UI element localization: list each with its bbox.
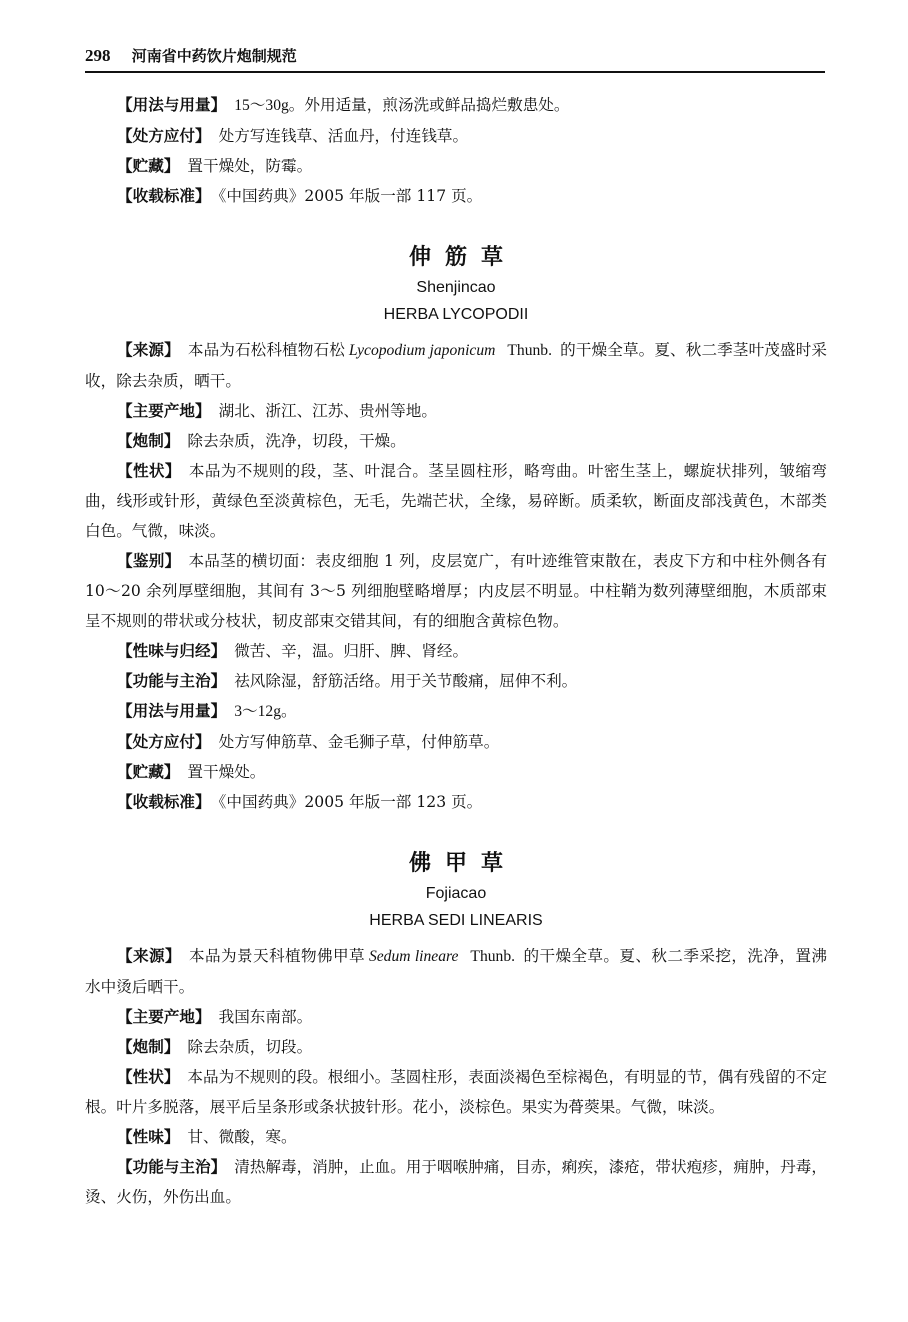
section-text: 本品茎的横切面：表皮细胞 1 列，皮层宽广，有叶迹维管束散在，表皮下方和中柱外侧各有 10～20 余列厚壁细胞，其间有 3～5 列细胞壁略增厚；内皮层不明显。中柱鞘为数列薄壁细胞，木质部束呈不规则的带状或分枝状，韧皮部束交错其间，有的细胞含黄棕色物。 [85, 552, 827, 630]
page-header [85, 45, 825, 73]
source-text-pre: 本品为景天科植物佛甲草 [189, 947, 365, 965]
species-author: Thunb. [507, 342, 553, 359]
species-latin: Lycopodium japonicum [348, 342, 496, 359]
function-paragraph [85, 1152, 827, 1212]
source-text-post: 的干燥全草。夏、秋二季茎叶茂盛时采收，除去杂质，晒干。 [85, 341, 827, 390]
source-paragraph [85, 941, 827, 1002]
section-label: 【 炮制 】 [117, 432, 187, 450]
section-text: 祛风除湿，舒筋活络。用于关节酸痛，屈伸不利。 [234, 672, 578, 690]
prev-standard [85, 181, 827, 211]
section-text: 置干燥处，防霉。 [187, 157, 313, 175]
origin-paragraph [85, 396, 827, 426]
section-text: 《中国药典》2005 年版一部 123 页。 [218, 793, 483, 811]
section-text: 置干燥处。 [187, 763, 266, 781]
prev-prescription [85, 121, 827, 151]
section-label: 【 性状 】 [117, 1068, 187, 1086]
description-paragraph [85, 1062, 827, 1122]
section-label: 【 贮藏 】 [117, 763, 187, 781]
section-label: 【 来源 】 [117, 341, 188, 359]
section-label: 【 收载标准 】 [117, 187, 219, 205]
entry-pinyin: Fojiacao [425, 885, 487, 902]
section-label: 【 处方应付 】 [117, 733, 219, 751]
section-label: 【 主要产地 】 [117, 1008, 219, 1026]
entry-latin-name: HERBA LYCOPODII [383, 306, 529, 323]
section-label: 【 用法与用量 】 [117, 702, 234, 720]
section-text: 处方写伸筋草、金毛狮子草，付伸筋草。 [218, 733, 500, 751]
section-label: 【 收载标准 】 [117, 793, 219, 811]
prev-usage-dosage [85, 90, 827, 121]
description-paragraph [85, 456, 827, 546]
section-label: 【 性味 】 [117, 1128, 187, 1146]
page-content [85, 90, 827, 1212]
section-text: 湖北、浙江、江苏、贵州等地。 [218, 402, 437, 420]
source-paragraph [85, 335, 827, 396]
prev-storage [85, 151, 827, 181]
section-text: 本品为不规则的段。根细小。茎圆柱形，表面淡褐色至棕褐色，有明显的节，偶有残留的不定根。叶片多脱落，展平后呈条形或条状披针形。花小，淡棕色。果实为蓇葖果。气微，味淡。 [85, 1068, 827, 1116]
section-text: 我国东南部。 [218, 1008, 313, 1026]
section-label: 【 功能与主治 】 [117, 672, 234, 690]
nature-paragraph [85, 1122, 827, 1152]
section-text: 除去杂质，洗净，切段，干燥。 [187, 432, 406, 450]
entry-pinyin: Shenjincao [416, 279, 496, 296]
storage-paragraph [85, 757, 827, 787]
section-label: 【 炮制 】 [117, 1038, 187, 1056]
section-text: 甘、微酸，寒。 [187, 1128, 297, 1146]
section-text: 处方写连钱草、活血丹，付连钱草。 [218, 127, 469, 145]
source-text-post: 的干燥全草。夏、秋二季采挖，洗净，置沸水中烫后晒干。 [85, 947, 827, 996]
dosage-paragraph [85, 696, 827, 727]
source-text-pre: 本品为石松科植物石松 [187, 341, 345, 359]
entry-title: 佛甲草 [408, 851, 517, 876]
section-label: 【 性味与归经 】 [117, 642, 234, 660]
book-title: 河南省中药饮片炮制规范 [131, 47, 297, 65]
species-author: Thunb. [470, 948, 516, 965]
section-text: 3～12g。 [234, 703, 297, 720]
section-label: 【 处方应付 】 [117, 127, 219, 145]
standard-paragraph [85, 787, 827, 817]
section-label: 【 来源 】 [117, 947, 189, 965]
section-text: 微苦、辛，温。归肝、脾、肾经。 [234, 642, 469, 660]
processing-paragraph [85, 426, 827, 456]
section-label: 【 用法与用量 】 [117, 96, 234, 114]
section-text: 本品为不规则的段，茎、叶混合。茎呈圆柱形，略弯曲。叶密生茎上，螺旋状排列，皱缩弯曲，线形或针形，黄绿色至淡黄棕色，无毛，先端芒状，全缘，易碎断。质柔软，断面皮部浅黄色，木部类白色。气微，味淡。 [85, 462, 827, 540]
species-latin: Sedum lineare [368, 948, 459, 965]
section-label: 【 性状 】 [117, 462, 189, 480]
nature-paragraph [85, 636, 827, 666]
prescription-paragraph [85, 727, 827, 757]
section-label: 【 主要产地 】 [117, 402, 219, 420]
section-text: 15～30g。外用适量，煎汤洗或鲜品捣烂敷患处。 [234, 97, 570, 114]
page-number: 298 [85, 46, 111, 65]
entry-title: 伸筋草 [408, 245, 517, 270]
section-text: 清热解毒，消肿，止血。用于咽喉肿痛，目赤，痢疾，漆疮，带状疱疹，痈肿，丹毒，烫、火伤，外伤出血。 [85, 1158, 827, 1206]
identification-paragraph [85, 546, 827, 636]
section-text: 除去杂质，切段。 [187, 1038, 313, 1056]
section-text: 《中国药典》2005 年版一部 117 页。 [218, 187, 483, 205]
section-label: 【 功能与主治 】 [117, 1158, 234, 1176]
processing-paragraph [85, 1032, 827, 1062]
section-label: 【 鉴别 】 [117, 552, 188, 570]
entry-latin-name: HERBA SEDI LINEARIS [369, 912, 543, 929]
section-label: 【 贮藏 】 [117, 157, 187, 175]
origin-paragraph [85, 1002, 827, 1032]
function-paragraph [85, 666, 827, 696]
